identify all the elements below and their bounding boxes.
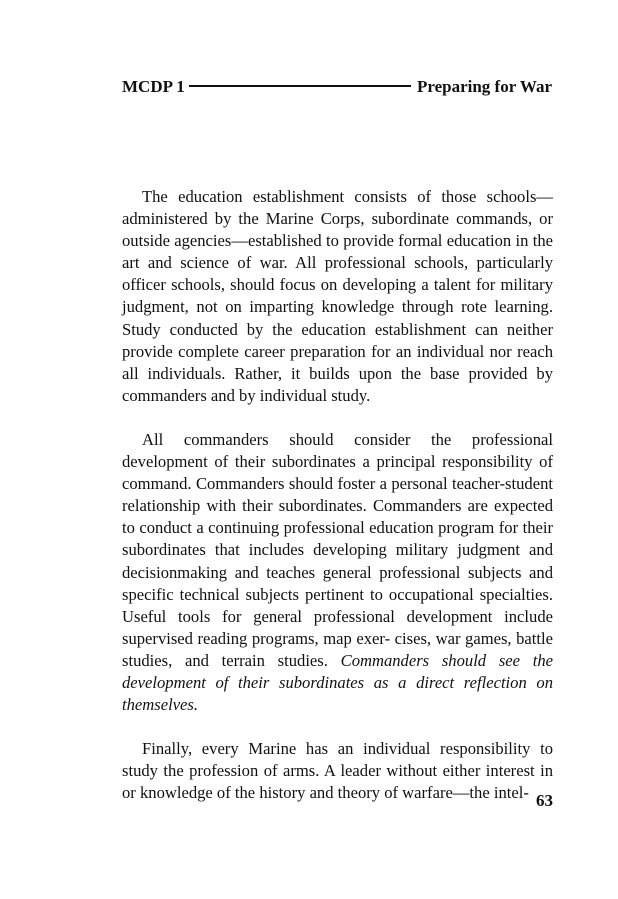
body-text — [122, 186, 553, 804]
header-rule — [189, 85, 411, 87]
paragraph-text: All commanders should consider the professional development of their subordinates a principal responsibility of command. Commanders should foster a personal teacher-student relationship with their subordinates. Commanders are expected to conduct a continuing professional education program for their subordinates that includes developing military judgment and decisionmaking and teaches general professional subjects and specific technical subjects pertinent to occupational specialties. Useful tools for general professional development include supervised reading programs, map exer- cises, war games, battle studies, and terrain studies. — [122, 429, 553, 670]
paragraph-individual-study — [122, 738, 553, 804]
page-number: 63 — [536, 791, 553, 810]
publication-id: MCDP 1 — [122, 77, 185, 96]
running-header — [122, 76, 552, 98]
paragraph-education-establishment — [122, 186, 553, 407]
paragraph-commanders — [122, 429, 553, 716]
paragraph-text: Finally, every Marine has an individual responsibility to study the profession of arms. A leader without either interest in or knowledge of the history and theory of warfare—the intel- — [122, 739, 553, 803]
chapter-title: Preparing for War — [416, 77, 552, 96]
paragraph-emphasis: Commanders should see the development of their subordinates as a direct reflection on themselves. — [122, 650, 553, 715]
paragraph-text: The education establishment consists of those schools— administered by the Marine Corps, subordinate commands, or outside agencies—established to provide formal education in the art and science of war. All professional schools, particularly officer schools, should focus on developing a talent for military judgment, not on imparting knowledge through rote learning. Study conducted by the education establishment can neither provide complete career preparation for an individual nor reach all individuals. Rather, it builds upon the base provided by commanders and by individual study. — [122, 187, 553, 405]
